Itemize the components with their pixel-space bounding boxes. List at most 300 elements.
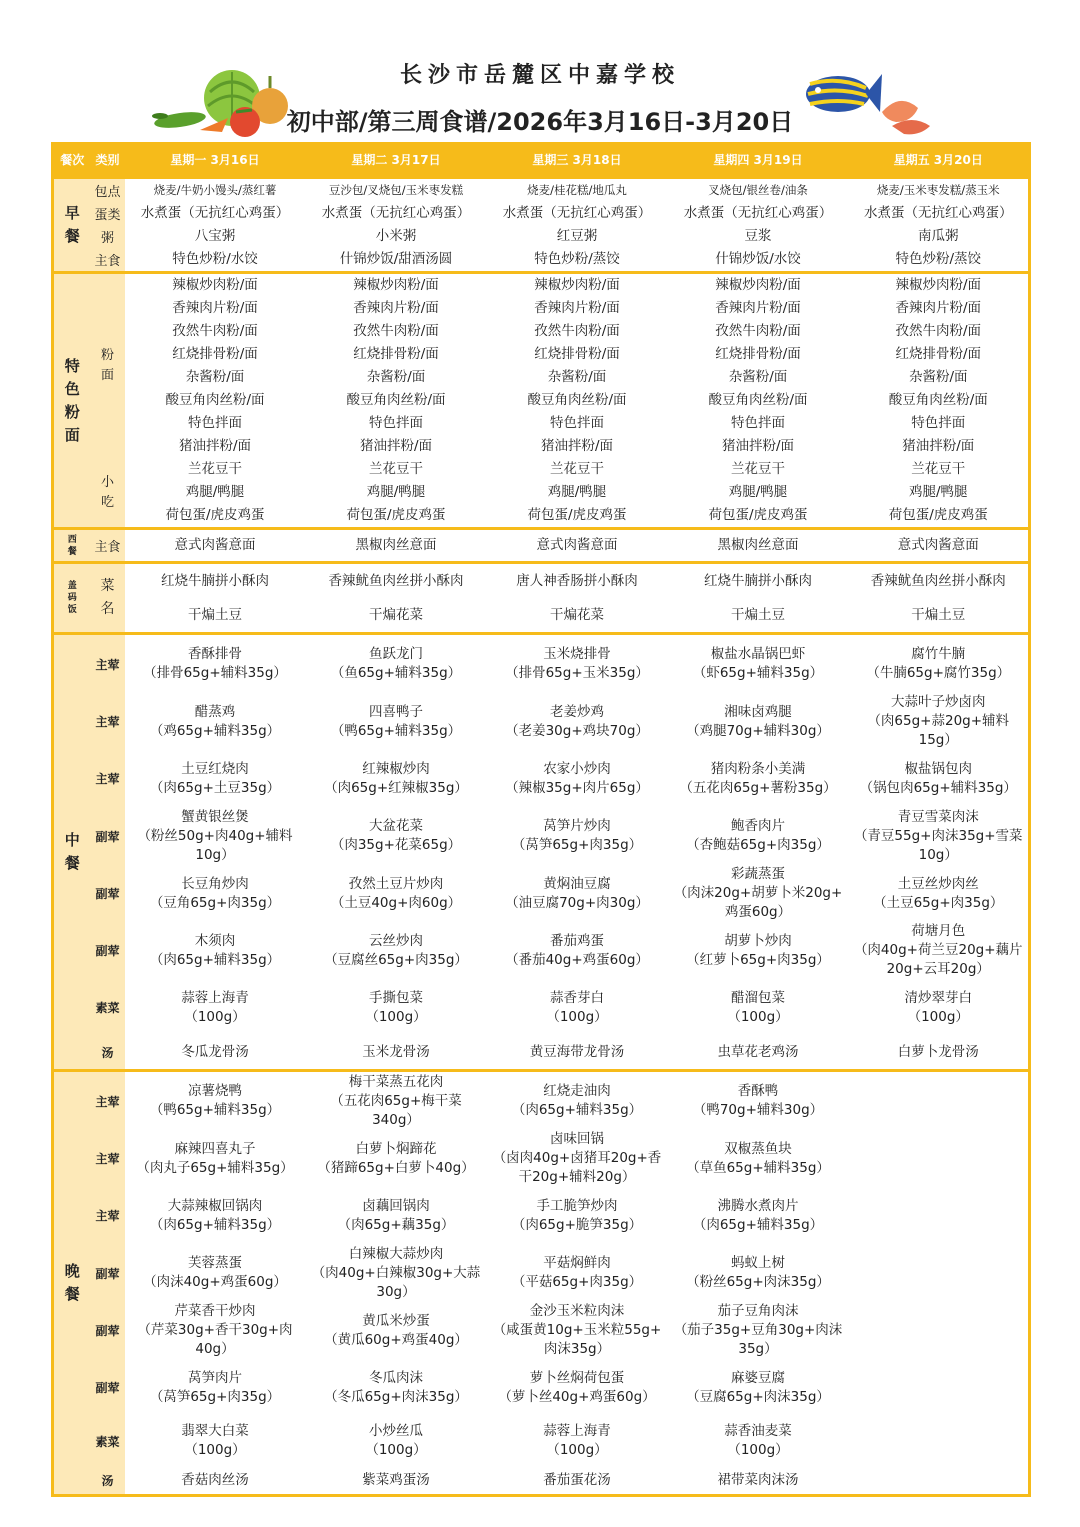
- dish-name: 冬瓜龙骨汤: [181, 1044, 249, 1060]
- dish-name: 干煸花菜: [369, 607, 423, 623]
- menu-cell: [487, 1302, 668, 1359]
- dish-name: 蒜蓉上海青: [181, 989, 249, 1006]
- category-text: 副荤: [95, 1266, 120, 1281]
- table-row: [53, 1036, 1030, 1071]
- dish-name: 红烧排骨粉/面: [895, 346, 982, 362]
- menu-cell: [487, 634, 668, 694]
- menu-cell: [487, 320, 668, 343]
- dish-portion: 15g）: [918, 732, 958, 748]
- menu-cell: [668, 1036, 849, 1071]
- menu-cell: [668, 412, 849, 435]
- header-day-3: 星期三 3月18日: [487, 142, 668, 178]
- menu-cell: [125, 807, 306, 865]
- dish-name: 大蒜叶子炒卤肉: [891, 694, 986, 710]
- menu-cell: [306, 389, 487, 412]
- dish-name: 烧麦/玉米枣发糕/蒸玉米: [876, 183, 1000, 197]
- dish-name: 孜然牛肉粉/面: [895, 323, 982, 339]
- menu-cell: [849, 634, 1030, 694]
- menu-cell: [487, 412, 668, 435]
- dish-portion: （平菇65g+肉35g）: [511, 1274, 643, 1290]
- menu-cell: [125, 1244, 306, 1302]
- dish-name: 手撕包菜: [369, 989, 423, 1006]
- menu-cell: [487, 979, 668, 1036]
- menu-cell: [125, 366, 306, 389]
- header-day-2: 星期二 3月17日: [306, 142, 487, 178]
- dish-portion: （100g）: [546, 1008, 608, 1025]
- menu-cell: [306, 297, 487, 320]
- category-label: [91, 1359, 125, 1416]
- table-row: [53, 458, 1030, 481]
- dish-name: 黄瓜米炒蛋: [362, 1312, 430, 1329]
- dish-name: 特色炒粉/蒸饺: [534, 251, 620, 267]
- table-row: [53, 343, 1030, 366]
- dish-name: 猪肉粉条小美满: [710, 760, 806, 777]
- dish-name: 意式肉酱意面: [897, 537, 979, 553]
- dish-name: 水煮蛋（无抗红心鸡蛋）: [140, 205, 290, 221]
- header-day-4: 星期四 3月19日: [668, 142, 849, 178]
- menu-cell: [668, 922, 849, 979]
- meal-breakfast: [53, 178, 91, 273]
- menu-cell: [849, 1302, 1030, 1359]
- dish-name: 金沙玉米粒肉沫: [529, 1303, 625, 1319]
- dish-name: 香辣鱿鱼肉丝拼小酥肉: [870, 573, 1006, 589]
- menu-cell: [125, 297, 306, 320]
- dish-portion: （草鱼65g+辅料35g）: [686, 1159, 830, 1176]
- dish-name: 辣椒炒肉粉/面: [895, 277, 982, 293]
- menu-cell: [306, 1359, 487, 1416]
- menu-cell: [306, 807, 487, 865]
- menu-cell: [668, 481, 849, 504]
- dish-name: 干煸土豆: [911, 607, 966, 623]
- category-label: [91, 248, 125, 273]
- table-row: [53, 178, 1030, 203]
- category-label: [91, 693, 125, 750]
- menu-cell: [487, 481, 668, 504]
- category-label: [91, 1130, 125, 1187]
- table-row: [53, 273, 1030, 298]
- menu-cell: [849, 1416, 1030, 1466]
- dish-name: 红烧排骨粉/面: [353, 346, 439, 362]
- dish-portion: （卤肉40g+卤猪耳20g+香: [492, 1150, 662, 1166]
- dish-portion: （辣椒35g+肉片65g）: [505, 779, 649, 796]
- menu-cell: [306, 563, 487, 600]
- menu-cell: [487, 458, 668, 481]
- dish-portion: （粉丝65g+肉沫35g）: [686, 1274, 830, 1290]
- menu-cell: [487, 865, 668, 922]
- dish-name: 猪油拌粉/面: [359, 438, 433, 454]
- dish-name: 猪油拌粉/面: [540, 438, 614, 454]
- meal-label: 早餐: [64, 204, 80, 245]
- category-text: 副荤: [95, 1381, 120, 1395]
- dish-name: 小米粥: [375, 228, 417, 244]
- dish-portion: （咸蛋黄10g+玉米粒55g+: [492, 1322, 662, 1338]
- dish-portion: （豆角65g+肉35g）: [149, 894, 281, 911]
- dish-portion: （肉65g+土豆35g）: [149, 779, 281, 796]
- table-row: [53, 1359, 1030, 1416]
- dish-portion: （肉65g+辅料35g）: [149, 951, 281, 968]
- dish-name: 椒盐水晶锅巴虾: [710, 646, 806, 662]
- dish-name: 荷包蛋/虎皮鸡蛋: [165, 507, 265, 523]
- dish-portion: （青豆55g+肉沫35g+雪菜: [853, 827, 1023, 844]
- menu-cell: [487, 225, 668, 248]
- category-text: 主荤: [95, 1094, 120, 1109]
- dish-name: 辣椒炒肉粉/面: [534, 277, 620, 293]
- menu-cell: [849, 248, 1030, 273]
- menu-cell: [125, 343, 306, 366]
- meal-western: [53, 529, 91, 563]
- menu-cell: [668, 1416, 849, 1466]
- dish-name: 木须肉: [194, 932, 236, 949]
- header-category: 类别: [91, 142, 125, 178]
- dish-portion: （肉65g+红辣椒35g）: [324, 779, 468, 796]
- dish-name: 双椒蒸鱼块: [724, 1140, 792, 1157]
- dish-name: 意式肉酱意面: [536, 537, 618, 553]
- dish-name: 红豆粥: [556, 228, 598, 244]
- category-label: [91, 529, 125, 563]
- dish-name: 大蒜辣椒回锅肉: [167, 1197, 263, 1214]
- header-meal: 餐次: [53, 142, 91, 178]
- menu-cell: [487, 750, 668, 807]
- menu-cell: [487, 693, 668, 750]
- dish-name: 酸豆角肉丝粉/面: [346, 392, 446, 408]
- category-text: 素菜: [95, 1434, 120, 1449]
- table-row: [53, 248, 1030, 273]
- dish-portion: （牛腩65g+腐竹35g）: [866, 665, 1011, 681]
- menu-cell: [849, 1036, 1030, 1071]
- menu-cell: [849, 1130, 1030, 1187]
- menu-cell: [125, 273, 306, 298]
- category-text: 主荤: [95, 772, 120, 786]
- table-row: [53, 481, 1030, 504]
- menu-cell: [668, 693, 849, 750]
- menu-cell: [125, 693, 306, 750]
- dish-name: 冬瓜肉沫: [369, 1369, 423, 1386]
- category-text: 素菜: [95, 1001, 120, 1015]
- menu-cell: [306, 865, 487, 922]
- table-row: [53, 225, 1030, 248]
- category-label: [91, 202, 125, 225]
- menu-cell: [487, 389, 668, 412]
- dish-name: 特色拌面: [188, 415, 242, 431]
- category-text: 菜名: [100, 578, 115, 617]
- menu-cell: [849, 750, 1030, 807]
- dish-portion: （100g）: [727, 1442, 789, 1458]
- table-row: [53, 366, 1030, 389]
- menu-cell: [306, 202, 487, 225]
- category-text: 副荤: [95, 944, 120, 958]
- menu-cell: [487, 297, 668, 320]
- category-text: 主食: [94, 540, 121, 555]
- dish-portion: （虾65g+辅料35g）: [692, 665, 824, 681]
- category-label: [91, 807, 125, 865]
- dish-name: 鸡腿/鸭腿: [728, 484, 788, 500]
- dish-name: 兰花豆干: [911, 461, 966, 477]
- dish-portion: （五花肉65g+梅干菜: [330, 1092, 462, 1109]
- dish-portion: （鸡65g+辅料35g）: [149, 722, 281, 739]
- dish-name: 水煮蛋（无抗红心鸡蛋）: [864, 205, 1013, 221]
- menu-cell: [668, 1187, 849, 1244]
- menu-cell: [849, 458, 1030, 481]
- menu-cell: [306, 343, 487, 366]
- dish-name: 大盆花菜: [369, 818, 423, 834]
- menu-cell: [125, 1359, 306, 1416]
- menu-cell: [125, 1071, 306, 1131]
- dish-name: 芙蓉蒸蛋: [188, 1255, 242, 1271]
- menu-cell: [306, 178, 487, 203]
- category-label: [91, 1466, 125, 1496]
- dish-portion: 肉沫35g）: [543, 1341, 611, 1357]
- dish-portion: （排骨65g+辅料35g）: [143, 665, 287, 681]
- dish-portion: 35g）: [738, 1341, 778, 1357]
- dish-portion: （杏鲍菇65g+肉35g）: [686, 837, 830, 853]
- dish-portion: 10g）: [195, 846, 235, 863]
- menu-cell: [125, 1466, 306, 1496]
- menu-cell: [487, 178, 668, 203]
- dish-name: 特色炒粉/蒸饺: [895, 251, 982, 267]
- menu-cell: [487, 1130, 668, 1187]
- category-label: [91, 178, 125, 203]
- table-row: [53, 1130, 1030, 1187]
- dish-portion: （鸡腿70g+辅料30g）: [686, 722, 830, 739]
- menu-cell: [849, 599, 1030, 634]
- menu-cell: [668, 225, 849, 248]
- menu-cell: [668, 297, 849, 320]
- dish-portion: （肉65g+辅料35g）: [149, 1216, 281, 1233]
- dish-name: 鲍香肉片: [731, 818, 785, 834]
- dish-portion: 20g+云耳20g）: [886, 961, 990, 977]
- dish-name: 红烧牛腩拼小酥肉: [704, 573, 812, 589]
- dish-name: 猪油拌粉/面: [902, 438, 975, 454]
- menu-cell: [306, 1036, 487, 1071]
- dish-name: 杂酱粉/面: [366, 369, 426, 385]
- menu-cell: [306, 320, 487, 343]
- menu-cell: [306, 435, 487, 458]
- menu-cell: [668, 563, 849, 600]
- dish-name: 腐竹牛腩: [911, 646, 966, 662]
- dish-portion: （冬瓜65g+肉沫35g）: [324, 1388, 468, 1405]
- menu-cell: [668, 1071, 849, 1131]
- dish-portion: （100g）: [727, 1008, 789, 1025]
- table-row: [53, 1071, 1030, 1131]
- dish-portion: （鸭65g+辅料35g）: [330, 722, 462, 739]
- menu-cell: [487, 273, 668, 298]
- dish-name: 芹菜香干炒肉: [174, 1303, 256, 1319]
- menu-cell: [487, 1071, 668, 1131]
- dish-portion: （100g）: [907, 1008, 969, 1025]
- dish-portion: 30g）: [376, 1283, 416, 1300]
- menu-cell: [849, 807, 1030, 865]
- dish-name: 特色炒粉/水饺: [172, 251, 258, 267]
- menu-cell: [487, 807, 668, 865]
- dish-name: 土豆红烧肉: [181, 760, 249, 777]
- category-label: [91, 750, 125, 807]
- menu-cell: [306, 529, 487, 563]
- menu-cell: [306, 1466, 487, 1496]
- menu-subtitle: 初中部/第三周食谱/2026年3月16日-3月20日: [286, 108, 794, 136]
- dish-name: 辣椒炒肉粉/面: [353, 277, 439, 293]
- dish-portion: （芹菜30g+香干30g+肉: [137, 1322, 293, 1338]
- category-text: 主荤: [95, 657, 120, 672]
- menu-cell: [125, 979, 306, 1036]
- dish-name: 凉薯烧鸭: [188, 1083, 242, 1099]
- dish-name: 荷塘月色: [911, 923, 966, 939]
- dish-portion: （油豆腐70g+肉30g）: [505, 894, 649, 911]
- dish-name: 杂酱粉/面: [547, 369, 607, 385]
- menu-cell: [306, 248, 487, 273]
- dish-name: 湘味卤鸡腿: [724, 703, 792, 720]
- dish-name: 特色拌面: [731, 415, 785, 431]
- dish-name: 叉烧包/银丝卷/油条: [708, 183, 808, 197]
- dish-name: 香酥排骨: [188, 646, 242, 662]
- menu-cell: [125, 481, 306, 504]
- dish-name: 醋蒸鸡: [194, 703, 236, 720]
- menu-cell: [849, 178, 1030, 203]
- menu-cell: [306, 750, 487, 807]
- dish-name: 红烧排骨粉/面: [534, 346, 620, 362]
- dish-portion: （豆腐丝65g+肉35g）: [324, 951, 468, 968]
- dish-name: 麻婆豆腐: [731, 1369, 785, 1386]
- menu-cell: [306, 225, 487, 248]
- table-row: [53, 412, 1030, 435]
- dish-name: 麻辣四喜丸子: [174, 1140, 256, 1157]
- dish-portion: （100g）: [184, 1008, 246, 1025]
- menu-cell: [849, 529, 1030, 563]
- menu-cell: [849, 979, 1030, 1036]
- dish-name: 香菇肉丝汤: [181, 1471, 249, 1488]
- dish-name: 莴笋片炒肉: [543, 818, 611, 834]
- dish-name: 土豆丝炒肉丝: [897, 875, 979, 892]
- category-text: 蛋类: [94, 208, 121, 223]
- dish-name: 醋溜包菜: [731, 989, 785, 1006]
- dish-name: 荷包蛋/虎皮鸡蛋: [346, 507, 446, 523]
- dish-name: 梅干菜蒸五花肉: [348, 1073, 444, 1090]
- meal-label: 西餐: [67, 534, 77, 557]
- dish-name: 豆浆: [744, 228, 772, 244]
- dish-portion: 340g）: [372, 1111, 420, 1128]
- menu-cell: [487, 202, 668, 225]
- menu-cell: [306, 1071, 487, 1131]
- table-row: [53, 750, 1030, 807]
- menu-cell: [668, 458, 849, 481]
- menu-cell: [125, 865, 306, 922]
- table-row: [53, 320, 1030, 343]
- menu-cell: [125, 504, 306, 529]
- table-row: [53, 202, 1030, 225]
- menu-cell: [849, 563, 1030, 600]
- table-row: [53, 693, 1030, 750]
- dish-name: 水煮蛋（无抗红心鸡蛋）: [502, 205, 652, 221]
- dish-name: 猪油拌粉/面: [178, 438, 252, 454]
- dish-name: 意式肉酱意面: [174, 537, 256, 553]
- dish-name: 兰花豆干: [188, 461, 242, 477]
- category-text: 粉面: [100, 348, 114, 383]
- dish-name: 香辣肉片粉/面: [534, 300, 620, 316]
- menu-cell: [668, 248, 849, 273]
- menu-cell: [125, 1416, 306, 1466]
- dish-portion: （排骨65g+玉米35g）: [505, 665, 649, 681]
- menu-cell: [306, 922, 487, 979]
- dish-portion: （肉丸子65g+辅料35g）: [136, 1159, 294, 1176]
- menu-cell: [668, 435, 849, 458]
- category-label: [91, 1416, 125, 1466]
- menu-cell: [306, 1302, 487, 1359]
- dish-portion: 10g）: [918, 846, 958, 863]
- dish-portion: （肉沫20g+胡萝卜米20g+: [673, 885, 843, 901]
- menu-cell: [306, 634, 487, 694]
- dish-name: 茄子豆角肉沫: [717, 1303, 799, 1319]
- dish-name: 鸡腿/鸭腿: [547, 484, 607, 500]
- menu-cell: [849, 273, 1030, 298]
- menu-cell: [125, 389, 306, 412]
- menu-cell: [849, 343, 1030, 366]
- dish-name: 红烧走油肉: [543, 1083, 611, 1099]
- menu-cell: [125, 248, 306, 273]
- category-label: [91, 979, 125, 1036]
- dish-name: 酸豆角肉丝粉/面: [708, 392, 808, 408]
- menu-cell: [849, 922, 1030, 979]
- menu-cell: [668, 529, 849, 563]
- menu-cell: [125, 922, 306, 979]
- dish-name: 番茄蛋花汤: [543, 1471, 611, 1488]
- category-text: 副荤: [95, 829, 120, 844]
- menu-cell: [487, 529, 668, 563]
- category-text: 主荤: [95, 1209, 120, 1223]
- menu-cell: [125, 458, 306, 481]
- menu-cell: [306, 412, 487, 435]
- weekly-menu-table: [51, 142, 1031, 1497]
- menu-cell: [849, 481, 1030, 504]
- dish-portion: （黄瓜60g+鸡蛋40g）: [324, 1331, 468, 1348]
- menu-cell: [125, 599, 306, 634]
- table-row: [53, 1302, 1030, 1359]
- dish-name: 八宝粥: [194, 228, 236, 244]
- menu-cell: [125, 1187, 306, 1244]
- dish-portion: （萝卜丝40g+鸡蛋60g）: [498, 1388, 656, 1405]
- header-day-1: 星期一 3月16日: [125, 142, 306, 178]
- header-day-5: 星期五 3月20日: [849, 142, 1030, 178]
- dish-portion: 干20g+辅料20g）: [518, 1169, 636, 1185]
- dish-portion: （肉65g+辅料35g）: [692, 1216, 824, 1233]
- dish-name: 兰花豆干: [550, 461, 604, 477]
- menu-cell: [668, 343, 849, 366]
- menu-cell: [306, 1416, 487, 1466]
- menu-cell: [668, 1359, 849, 1416]
- menu-cell: [849, 1244, 1030, 1302]
- dish-name: 红烧排骨粉/面: [172, 346, 258, 362]
- dish-name: 鱼跃龙门: [369, 646, 423, 662]
- dish-name: 蒜蓉上海青: [543, 1423, 611, 1439]
- dish-portion: （肉40g+荷兰豆20g+藕片: [853, 942, 1023, 958]
- table-row: [53, 865, 1030, 922]
- menu-cell: [125, 1036, 306, 1071]
- category-label: [91, 563, 125, 634]
- meal-lunch: [53, 634, 91, 1071]
- dish-name: 辣椒炒肉粉/面: [172, 277, 258, 293]
- table-row: [53, 529, 1030, 563]
- menu-cell: [668, 1130, 849, 1187]
- menu-cell: [487, 1466, 668, 1496]
- menu-cell: [849, 225, 1030, 248]
- menu-cell: [125, 529, 306, 563]
- dish-name: 香辣肉片粉/面: [715, 300, 801, 316]
- dish-portion: （肉65g+藕35g）: [337, 1216, 455, 1233]
- dish-name: 酸豆角肉丝粉/面: [888, 392, 988, 408]
- dish-name: 特色拌面: [911, 415, 966, 431]
- dish-name: 卤味回锅: [550, 1131, 604, 1147]
- dish-name: 烧麦/牛奶小馒头/蒸红薯: [153, 183, 277, 197]
- dish-portion: （100g）: [365, 1442, 427, 1458]
- dish-name: 鸡腿/鸭腿: [908, 484, 968, 500]
